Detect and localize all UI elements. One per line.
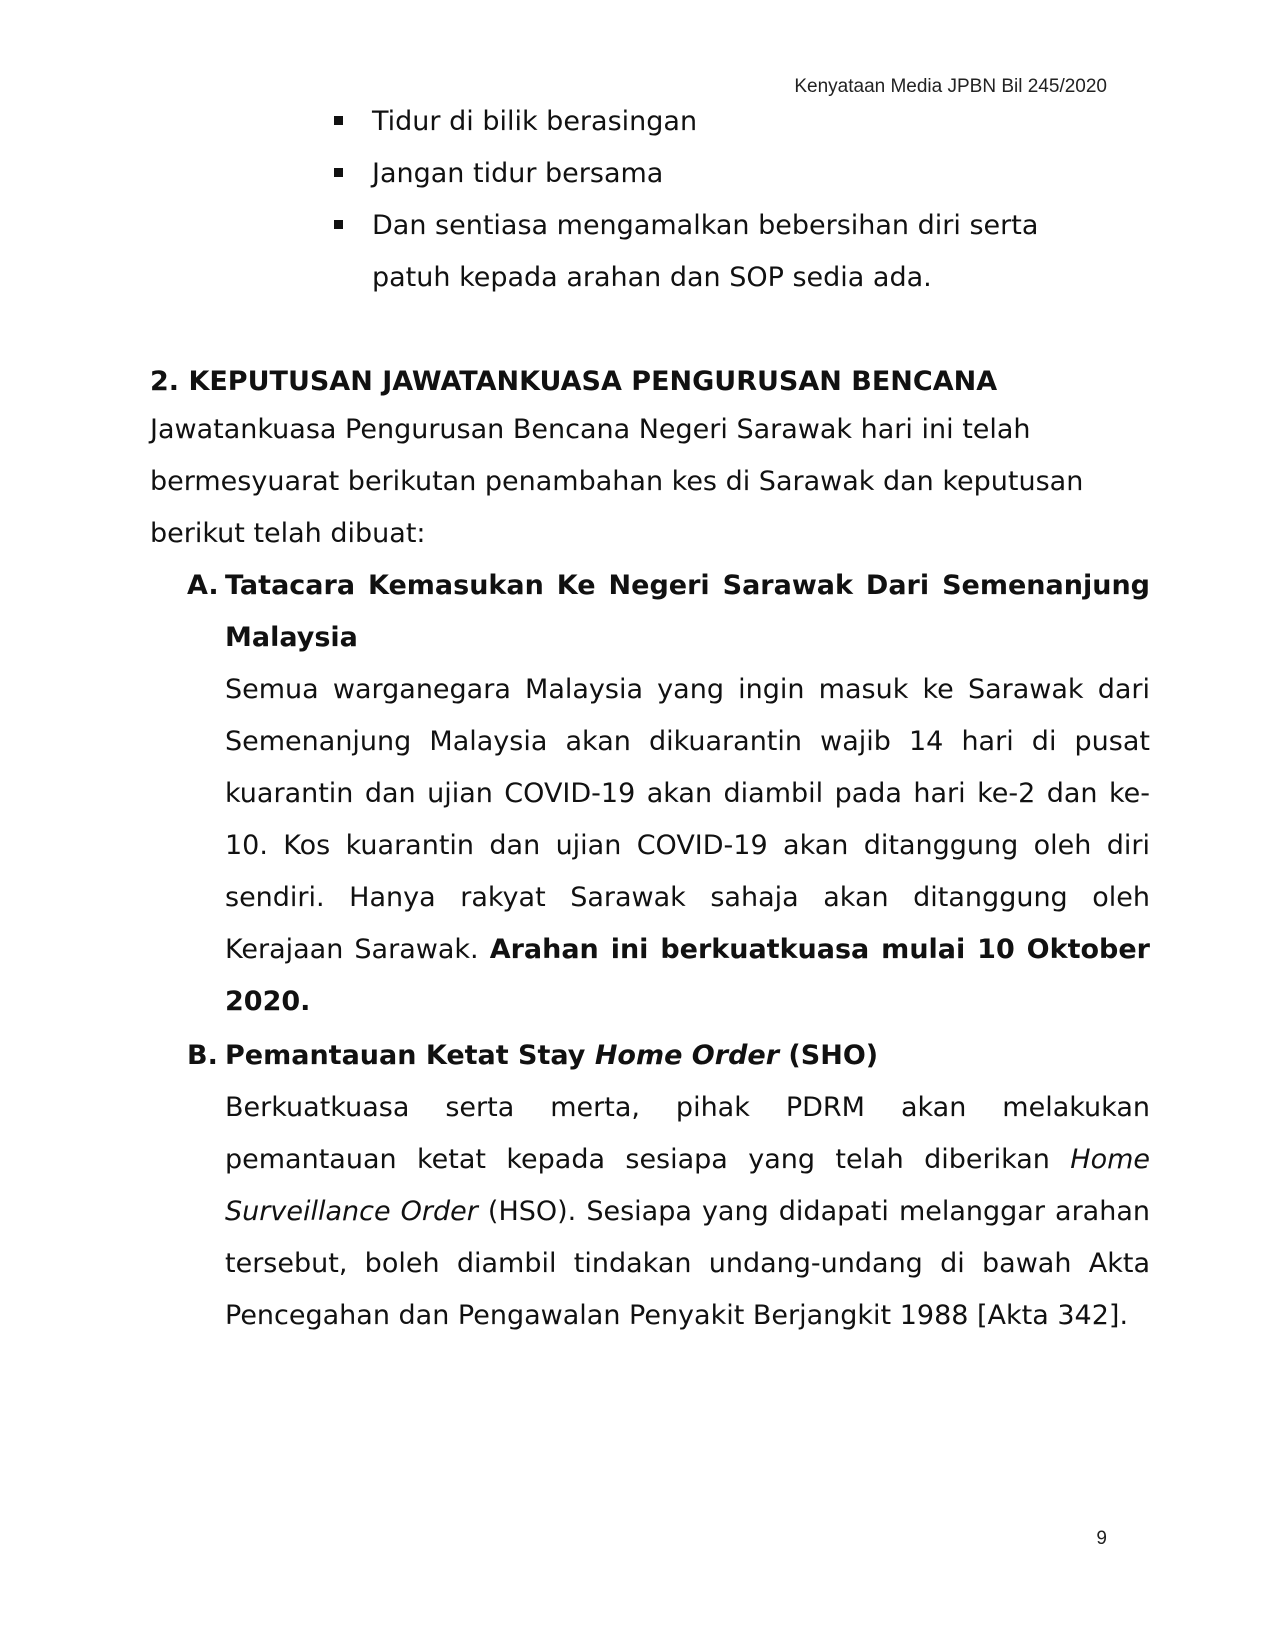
list-item-text: Tidur di bilik berasingan — [372, 106, 698, 137]
square-bullet-icon — [334, 220, 343, 229]
subsection-a-body-text: Semua warganegara Malaysia yang ingin masuk ke Sarawak dari Semenanjung Malaysia akan dikuarantin wajib 14 hari di pusat kuarantin dan ujian COVID-19 akan diambil pada hari ke-2 dan ke-10. Kos kuarantin dan ujian COVID-19 akan ditanggung oleh diri sendiri. Hanya rakyat Sarawak sahaja akan ditanggung oleh Kerajaan Sarawak. — [225, 674, 1150, 965]
list-item — [330, 96, 1120, 148]
subsection-b-title-part2: (SHO) — [779, 1040, 879, 1071]
list-item — [330, 148, 1120, 200]
square-bullet-icon — [334, 168, 343, 177]
subsection-b-title-part1: Pemantauan Ketat Stay — [225, 1040, 595, 1071]
subsection-b-body-italic: Home Surveillance Order — [225, 1144, 1150, 1227]
subsection-b-title-italic: Home Order — [594, 1040, 780, 1071]
section-title: 2. KEPUTUSAN JAWATANKUASA PENGURUSAN BENCANA — [150, 366, 998, 397]
square-bullet-icon — [334, 116, 343, 125]
page-number: 9 — [1096, 1528, 1107, 1549]
subsection-a-heading — [187, 560, 1150, 664]
subsection-a-effective-date: Arahan ini berkuatkuasa mulai 10 Oktober 2020. — [225, 934, 1150, 1017]
subsection-a — [187, 560, 1150, 1028]
subsection-b-body-part1: Berkuatkuasa serta merta, pihak PDRM akan melakukan pemantauan ketat kepada sesiapa yang telah diberikan — [225, 1092, 1150, 1175]
subsection-a-body — [187, 664, 1150, 1028]
list-item-text: Dan sentiasa mengamalkan bebersihan diri serta patuh kepada arahan dan SOP sedia ada. — [372, 210, 1039, 293]
section-intro: Jawatankuasa Pengurusan Bencana Negeri Sarawak hari ini telah bermesyuarat berikutan penambahan kes di Sarawak dan keputusan berikut telah dibuat: — [150, 414, 1084, 549]
list-item-text: Jangan tidur bersama — [372, 158, 664, 189]
list-item — [330, 200, 1120, 304]
subsection-b-heading — [187, 1030, 1150, 1082]
subsection-b-body-part2: (HSO). Sesiapa yang didapati melanggar arahan tersebut, boleh diambil tindakan undang-undang di bawah Akta Pencegahan dan Pengawalan Penyakit Berjangkit 1988 [Akta 342]. — [225, 1196, 1150, 1331]
subsection-b-body — [187, 1082, 1150, 1342]
subsection-a-letter: A. — [187, 570, 219, 601]
subsection-b — [187, 1030, 1150, 1342]
subsection-a-title: Tatacara Kemasukan Ke Negeri Sarawak Dari Semenanjung Malaysia — [225, 570, 1150, 653]
subsection-b-letter: B. — [187, 1040, 218, 1071]
document-reference: Kenyataan Media JPBN Bil 245/2020 — [794, 76, 1107, 97]
bullet-list — [330, 96, 1120, 304]
